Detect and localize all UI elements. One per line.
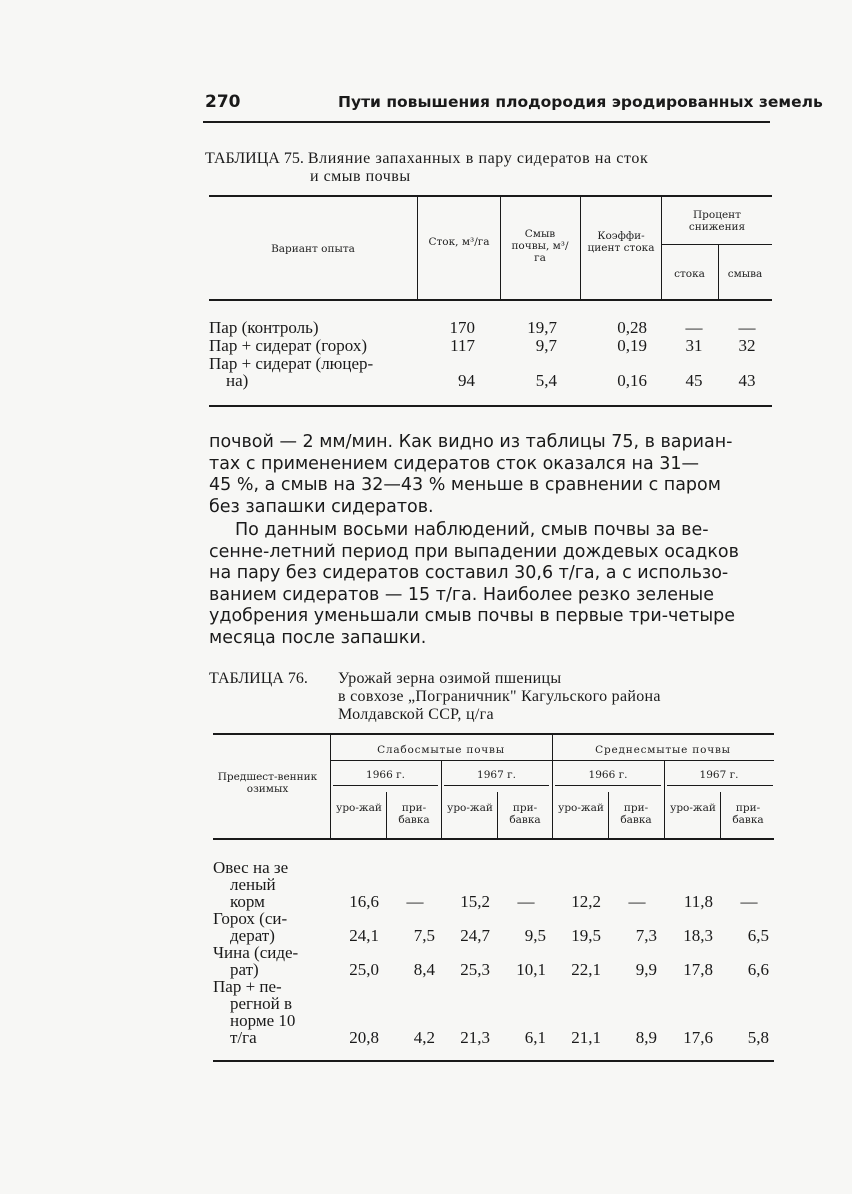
t75-r2-pstock: 31 <box>685 336 703 355</box>
table75-caption-line2: и смыв почвы <box>310 168 411 185</box>
t76-r1-v2: — <box>406 892 424 911</box>
t75-r3-pwashout: 43 <box>738 371 756 390</box>
table76-caption-line3: Молдавской ССР, ц/га <box>338 706 494 723</box>
table75-caption <box>205 150 648 168</box>
t76-r3-v2: 8,4 <box>413 960 435 979</box>
t76-r4-v7: 17,6 <box>683 1028 713 1047</box>
t76-r2-v3: 24,7 <box>460 926 490 945</box>
t76-r3-v6: 9,9 <box>635 960 657 979</box>
t76-r4-v8: 5,8 <box>747 1028 769 1047</box>
table76-caption-line1: Урожай зерна озимой пшеницы <box>338 670 562 687</box>
t75-r1-pwashout: — <box>738 318 756 337</box>
t76-r3-v1: 25,0 <box>349 960 379 979</box>
t76-group-weak: Слабосмытые почвы <box>377 744 505 756</box>
t75-col-variant: Вариант опыта <box>271 243 355 255</box>
t75-col-coef: Коэффи-циент стока <box>587 230 655 254</box>
table75-bottom-rule <box>209 405 772 407</box>
t76-r1-v7: 11,8 <box>683 892 713 911</box>
p2-line-1: По данным восьми наблюдений, смыв почвы за ве- <box>235 520 709 540</box>
t76-vline-sub-1 <box>386 792 387 838</box>
t76-group-rule <box>330 760 774 761</box>
p2-line-2: сенне-летний период при выпадении дождевых осадков <box>209 541 739 562</box>
t75-r2-variant: Пар + сидерат (горох) <box>209 336 367 355</box>
t76-r1-v6: — <box>628 892 646 911</box>
t76-sub-gain-3: при-бавка <box>620 802 652 826</box>
t75-r1-coef: 0,28 <box>617 318 647 337</box>
t76-year-rule-3 <box>555 785 661 786</box>
t76-year-rule-2 <box>444 785 549 786</box>
t76-year-rule-4 <box>667 785 773 786</box>
t76-r4-v1: 20,8 <box>349 1028 379 1047</box>
t76-r2-name-1: Горох (си- <box>213 909 288 928</box>
t76-sub-gain-2: при-бавка <box>509 802 541 826</box>
t76-year-3: 1966 г. <box>588 769 628 781</box>
t76-sub-yield-4: уро-жай <box>670 802 716 814</box>
t76-sub-yield-3: уро-жай <box>558 802 604 814</box>
t76-year-1: 1966 г. <box>366 769 405 781</box>
t75-r2-washout: 9,7 <box>535 336 557 355</box>
t75-col-percent-washout: смыва <box>727 268 763 280</box>
t76-sub-yield-1: уро-жай <box>336 802 382 814</box>
t75-col-stock: Сток, м³/га <box>428 236 490 248</box>
t76-r3-v8: 6,6 <box>747 960 769 979</box>
t75-r3-stock: 94 <box>458 371 475 390</box>
t76-r3-v7: 17,8 <box>683 960 713 979</box>
p1-line-3: 45 %, а смыв на 32—43 % меньше в сравнении с паром <box>209 475 721 495</box>
t76-col-predecessor: Предшест-венник озимых <box>217 771 318 795</box>
t76-r4-name-2: регной в <box>230 994 292 1013</box>
t75-r2-pwashout: 32 <box>738 336 756 355</box>
page-number: 270 <box>205 92 241 112</box>
t76-r1-v3: 15,2 <box>460 892 490 911</box>
t76-r4-v5: 21,1 <box>571 1028 601 1047</box>
p2-line-6: месяца после запашки. <box>209 627 427 648</box>
t76-r4-name-3: норме 10 <box>230 1011 296 1030</box>
table75-label: ТАБЛИЦА 75. <box>205 150 304 167</box>
t76-sub-gain-4: при-бавка <box>732 802 764 826</box>
t75-r3-coef: 0,16 <box>617 371 647 390</box>
t76-r2-v6: 7,3 <box>635 926 657 945</box>
t76-r4-name-4: т/га <box>230 1028 257 1047</box>
table76-head-rule <box>213 838 774 840</box>
t75-col-percent: Процент снижения <box>688 209 746 233</box>
t76-r4-v4: 6,1 <box>524 1028 546 1047</box>
t76-r3-name-2: рат) <box>230 960 259 979</box>
t76-year-2: 1967 г. <box>477 769 516 781</box>
t75-vline-3 <box>580 197 581 299</box>
t75-r3-variant: Пар + сидерат (люцер- <box>209 354 374 373</box>
t76-r4-v3: 21,3 <box>460 1028 490 1047</box>
t75-r1-variant: Пар (контроль) <box>209 318 319 337</box>
t75-r2-stock: 117 <box>450 336 475 355</box>
header-rule <box>203 121 770 123</box>
t76-year-rule-1 <box>333 785 438 786</box>
table76-label: ТАБЛИЦА 76. <box>209 670 308 687</box>
table75-head-rule <box>209 299 772 301</box>
running-title: Пути повышения плодородия эродированных земель <box>338 93 823 111</box>
t76-r2-v5: 19,5 <box>571 926 601 945</box>
t75-subhead-rule <box>661 244 772 245</box>
p2-line-3: на пару без сидератов составил 30,6 т/га, а с использо- <box>209 563 729 583</box>
t76-r3-v3: 25,3 <box>460 960 490 979</box>
t76-year-4: 1967 г. <box>699 769 739 781</box>
t76-r1-v8: — <box>740 892 758 911</box>
t76-vline-sub-4 <box>720 792 721 838</box>
table76-bottom-rule <box>213 1060 774 1062</box>
t76-r3-v5: 22,1 <box>571 960 601 979</box>
p2-line-4: ванием сидератов — 15 т/га. Наиболее резко зеленые <box>209 584 714 605</box>
t75-r2-coef: 0,19 <box>617 336 647 355</box>
paragraph-2 <box>209 520 776 649</box>
t76-r1-v5: 12,2 <box>571 892 601 911</box>
t76-r3-v4: 10,1 <box>516 960 546 979</box>
t75-vline-2 <box>500 197 501 299</box>
t76-r2-v2: 7,5 <box>413 926 435 945</box>
t75-col-washout: Смыв почвы, м³/га <box>511 228 569 264</box>
t76-vline-sub-2 <box>497 792 498 838</box>
t76-r2-v1: 24,1 <box>349 926 379 945</box>
paragraph-1 <box>209 432 776 518</box>
p1-line-2: тах с применением сидератов сток оказался на 31— <box>209 453 700 474</box>
table76-top-rule <box>213 733 774 735</box>
p1-line-1: почвой — 2 мм/мин. Как видно из таблицы 75, в вариан- <box>209 432 733 452</box>
t76-r4-v6: 8,9 <box>635 1028 657 1047</box>
table75-top-rule <box>209 195 772 197</box>
t76-r1-v4: — <box>517 892 535 911</box>
t76-r4-v2: 4,2 <box>413 1028 435 1047</box>
t75-vline-1 <box>417 197 418 299</box>
t76-sub-gain-1: при-бавка <box>398 802 430 826</box>
t75-col-percent-stock: стока <box>674 268 705 280</box>
t76-r2-name-2: дерат) <box>230 926 275 945</box>
t75-vline-4 <box>661 197 662 299</box>
t76-r1-name-3: корм <box>230 892 265 911</box>
table75-title: Влияние запаханных в пару сидератов на сток <box>307 150 649 167</box>
t76-r4-name-1: Пар + пе- <box>213 977 282 996</box>
t76-group-medium: Среднесмытые почвы <box>595 744 731 756</box>
t75-r1-washout: 19,7 <box>527 318 557 337</box>
p2-line-5: удобрения уменьшали смыв почвы в первые три-четыре <box>209 606 736 626</box>
t76-sub-yield-2: уро-жай <box>447 802 493 814</box>
t75-r3-variant-cont: на) <box>226 371 249 390</box>
t76-r3-name-1: Чина (сиде- <box>213 943 299 962</box>
p1-line-4: без запашки сидератов. <box>209 496 434 517</box>
t75-r1-pstock: — <box>685 318 703 337</box>
t76-vline-sub-3 <box>608 792 609 838</box>
t75-r1-stock: 170 <box>449 318 475 337</box>
t76-r1-name-2: леный <box>230 875 276 894</box>
t75-r3-pstock: 45 <box>685 371 703 390</box>
t76-r2-v4: 9,5 <box>524 926 546 945</box>
t76-r2-v7: 18,3 <box>683 926 713 945</box>
t76-r2-v8: 6,5 <box>747 926 769 945</box>
t76-r1-name-1: Овес на зе <box>213 858 289 877</box>
table76-caption-line2: в совхозе „Пограничник" Кагульского района <box>338 688 661 705</box>
t76-r1-v1: 16,6 <box>349 892 379 911</box>
t75-r3-washout: 5,4 <box>535 371 557 390</box>
